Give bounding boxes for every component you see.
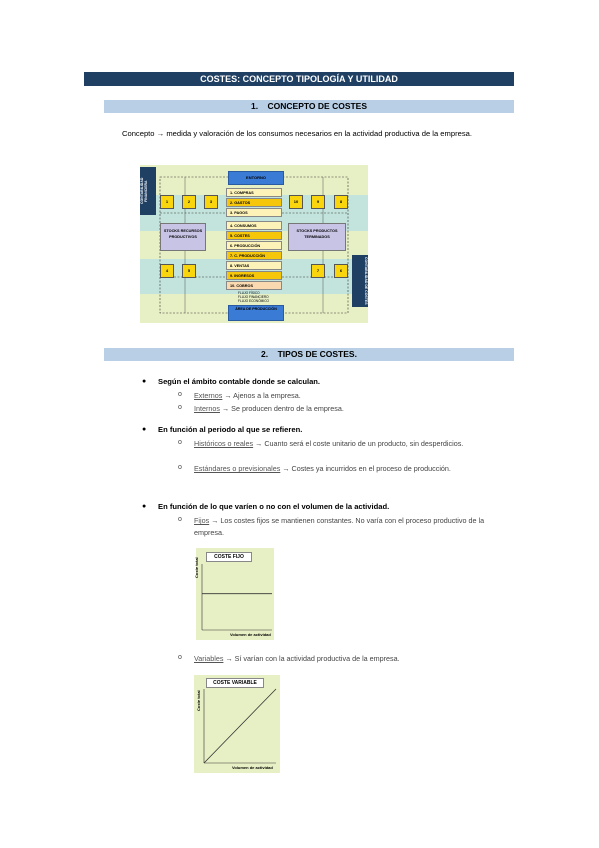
flow-box: 1 [160,195,174,209]
step-item: 4. CONSUMOS [226,221,282,230]
sub-bullet-icon: o [178,516,182,523]
step-item: 10. COBROS [226,281,282,290]
step-item: 9. INGRESOS [226,271,282,280]
list-item [194,438,514,450]
section-2-number: 2. [261,349,269,359]
step-item: 7. C. PRODUCCIÓN [226,251,282,260]
arrow-icon: → [211,516,219,525]
list-item [194,463,514,475]
bullet-icon: ● [142,426,147,433]
flow-box: 7 [311,264,325,278]
sub-bullet-icon: o [178,439,182,446]
step-item: 1. COMPRAS [226,188,282,197]
sub-bullet-icon: o [178,391,182,398]
concept-paragraph [122,128,515,140]
step-item: 8. VENTAS [226,261,282,270]
arrow-icon: → [156,129,165,138]
flow-box: 6 [334,264,348,278]
document-title: COSTES: CONCEPTO TIPOLOGÍA Y UTILIDAD [84,72,514,86]
flow-box: 10 [289,195,303,209]
cost-flow-diagram [140,165,368,323]
item-term: Internos [194,404,220,413]
legend-item: FLUJO FINANCIERO [238,295,269,299]
item-text: Cuanto será el coste unitario de un producto, sin desperdicios. [264,439,464,448]
sub-bullet-icon: o [178,654,182,661]
sub-bullet-icon: o [178,404,182,411]
arrow-icon: → [221,404,230,413]
arrow-icon: → [224,391,232,400]
step-item: 6. PRODUCCIÓN [226,241,282,250]
step-item: 2. GASTOS [226,198,282,207]
section-2-heading: TIPOS DE COSTES. [277,349,357,359]
item-text: Se producen dentro de la empresa. [231,404,344,413]
chart-title: COSTE VARIABLE [206,678,264,688]
step-item: 3. PAGOS [226,208,282,217]
item-text: Los costes fijos se mantienen constantes. No varía con el proceso productivo de la empresa. [194,516,485,537]
y-axis-label: Coste total [196,690,201,711]
section-1-number: 1. [250,101,259,111]
list-item [194,390,514,402]
item-term: Estándares o previsionales [194,464,281,473]
arrow-icon: → [225,654,233,663]
flow-box: 3 [204,195,218,209]
section-2-header [104,348,514,361]
item-term: Variables [194,654,224,663]
area-produccion-box: ÁREA DE PRODUCCIÓN [228,305,284,321]
bullet-icon: ● [142,378,147,385]
sub-bullet-icon: o [178,464,182,471]
x-axis-label: Volumen de actividad [230,632,271,637]
item-text: Costes ya incurridos en el proceso de producción. [291,464,451,473]
stock-products-box: STOCKS PRODUCTOS TERMINADOS [288,223,346,251]
legend-item: FLUJO FÍSICO [238,291,260,295]
financial-accounting-label: CONTABILIDAD FINANCIERA [140,167,156,215]
group-heading: Según el ámbito contable donde se calculan. [158,377,321,386]
list-item [194,515,516,538]
group-heading: En función de lo que varíen o no con el volumen de la actividad. [158,502,390,511]
list-item [194,653,514,665]
concept-text: medida y valoración de los consumos necesarios en la actividad productiva de la empresa. [166,129,472,138]
arrow-icon: → [255,439,263,448]
item-text: Sí varían con la actividad productiva de la empresa. [234,654,400,663]
flow-box: 2 [182,195,196,209]
flow-box: 4 [160,264,174,278]
step-item: 5. COSTES [226,231,282,240]
variable-cost-line [204,689,276,763]
x-axis-label: Volumen de actividad [232,765,273,770]
bullet-icon: ● [142,503,147,510]
section-1-header [104,100,514,113]
fixed-cost-chart [196,548,274,640]
chart-title: COSTE FIJO [206,552,252,562]
stock-resources-box: STOCKS RECURSOS PRODUCTIVOS [160,223,206,251]
item-text: Ajenos a la empresa. [233,391,301,400]
arrow-icon: → [282,464,290,473]
group-heading: En función al periodo al que se refieren. [158,425,303,434]
variable-cost-chart [194,675,280,773]
entorno-box: ENTORNO [228,171,284,185]
item-term: Fijos [194,516,210,525]
item-term: Externos [194,391,223,400]
legend-item: FLUJO ECONÓMICO [238,299,269,303]
cost-accounting-label: CONTABILIDAD DE COSTES [352,255,368,307]
diagram-legend [238,291,269,303]
flow-box: 5 [182,264,196,278]
y-axis-label: Coste total [194,557,199,578]
item-term: Históricos o reales [194,439,254,448]
list-item [194,403,514,415]
flow-box: 8 [334,195,348,209]
variable-cost-plot [194,675,280,773]
section-1-heading: CONCEPTO DE COSTES [267,101,368,111]
concept-label: Concepto [122,129,155,138]
fixed-cost-plot [196,548,274,640]
flow-box: 9 [311,195,325,209]
